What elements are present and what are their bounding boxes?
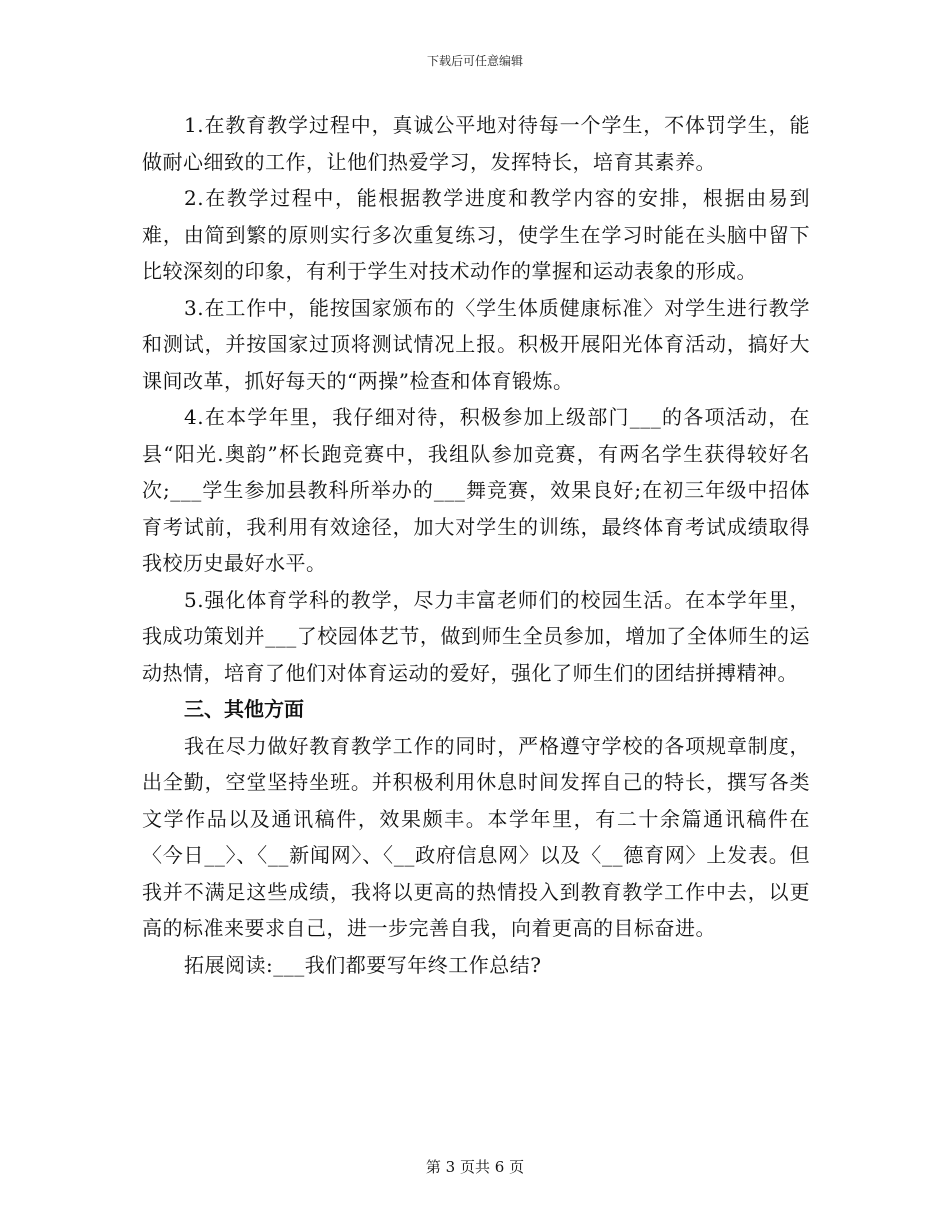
paragraph-1: 1.在教育教学过程中，真诚公平地对待每一个学生，不体罚学生，能做耐心细致的工作，让他们热爱学习，发挥特长，培育其素养。 [142,113,810,174]
paragraph-5: 5.强化体育学科的教学，尽力丰富老师们的校园生活。在本学年里，我成功策划并___了校园体艺节，做到师生全员参加，增加了全体师生的运动热情，培育了他们对体育运动的爱好，强化了师生们的团结拼搏精神。 [142,587,810,685]
paragraph-extended-reading: 拓展阅读:___我们都要写年终工作总结? [184,952,542,977]
paragraph-other: 我在尽力做好教育教学工作的同时，严格遵守学校的各项规章制度，出全勤，空堂坚持坐班。并积极利用休息时间发挥自己的特长，撰写各类文学作品以及通讯稿件，效果颇丰。本学年里，有二十余篇通讯稿件在〈今日__〉、〈__新闻网〉、〈__政府信息网〉以及〈__德育网〉上发表。但我并不满足这些成绩，我将以更高的热情投入到教育教学工作中去，以更高的标准来要求自己，进一步完善自我，向着更高的目标奋进。 [142,733,810,940]
section-heading: 三、其他方面 [184,697,304,721]
paragraph-3: 3.在工作中，能按国家颁布的〈学生体质健康标准〉对学生进行教学和测试，并按国家过顶将测试情况上报。积极开展阳光体育活动，搞好大课间改革，抓好每天的“两操”检查和体育锻炼。 [142,295,810,393]
paragraph-2: 2.在教学过程中，能根据教学进度和教学内容的安排，根据由易到难，由简到繁的原则实行多次重复练习，使学生在学习时能在头脑中留下比较深刻的印象，有利于学生对技术动作的掌握和运动表象的形成。 [142,186,810,283]
page-footer-number: 第 3 页共 6 页 [425,1158,525,1176]
paragraph-4: 4.在本学年里，我仔细对待，积极参加上级部门___的各项活动，在县“阳光.奥韵”杯长跑竞赛中，我组队参加竞赛，有两名学生获得较好名次;___学生参加县教科所举办的___舞竞赛，效果良好;在初三年级中招体育考试前，我利用有效途径，加大对学生的训练，最终体育考试成绩取得我校历史最好水平。 [142,405,810,575]
page-header-note: 下载后可任意编辑 [426,54,523,68]
document-body [142,107,810,983]
